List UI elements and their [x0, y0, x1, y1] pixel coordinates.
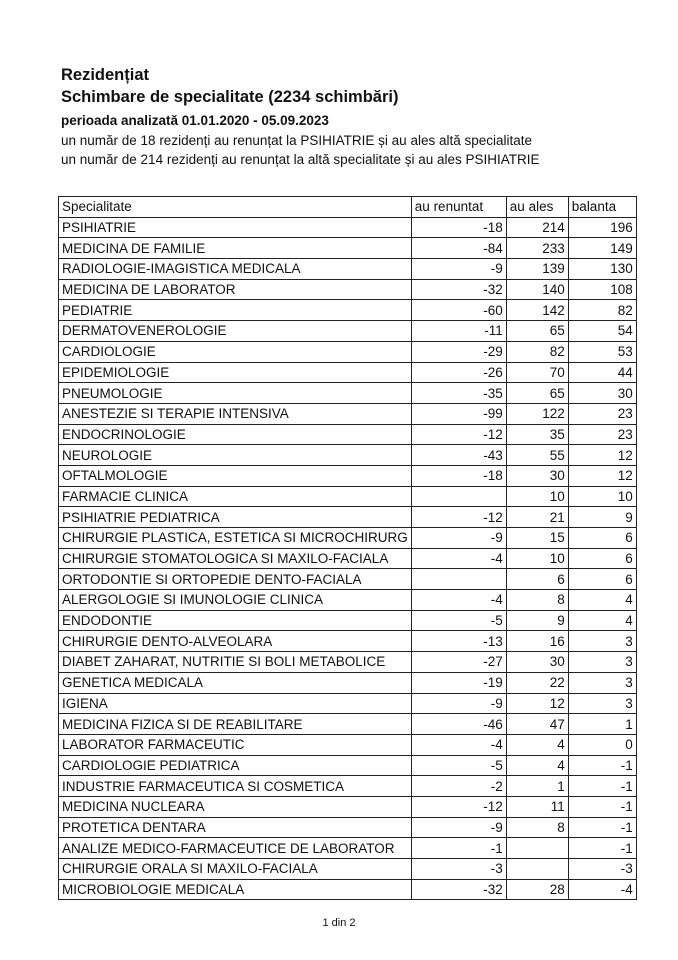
table-row — [59, 238, 637, 259]
cell-chosen: 139 — [506, 259, 568, 280]
table-row — [59, 838, 637, 859]
cell-chosen: 30 — [506, 465, 568, 486]
cell-renounced: -2 — [411, 776, 506, 797]
table-row — [59, 362, 637, 383]
cell-balance: 23 — [568, 403, 636, 424]
cell-renounced: -84 — [411, 238, 506, 259]
cell-balance: 54 — [568, 321, 636, 342]
table-row — [59, 403, 637, 424]
note-left-psychiatry: un număr de 18 rezidenți au renunțat la PSIHIATRIE și au ales altă specialitate — [61, 133, 533, 148]
cell-chosen: 8 — [506, 817, 568, 838]
table-row — [59, 279, 637, 300]
cell-balance: 3 — [568, 693, 636, 714]
cell-specialty: ENDOCRINOLOGIE — [59, 424, 412, 445]
cell-specialty: RADIOLOGIE-IMAGISTICA MEDICALA — [59, 259, 412, 280]
table-row — [59, 486, 637, 507]
cell-chosen: 22 — [506, 672, 568, 693]
cell-balance: 4 — [568, 590, 636, 611]
table-row — [59, 424, 637, 445]
cell-renounced: -43 — [411, 445, 506, 466]
table-row — [59, 548, 637, 569]
cell-balance: -3 — [568, 859, 636, 880]
cell-chosen: 6 — [506, 569, 568, 590]
cell-renounced: -5 — [411, 610, 506, 631]
cell-renounced: -29 — [411, 341, 506, 362]
table-row — [59, 259, 637, 280]
cell-renounced: -1 — [411, 838, 506, 859]
cell-balance: 12 — [568, 465, 636, 486]
cell-specialty: CHIRURGIE STOMATOLOGICA SI MAXILO-FACIALA — [59, 548, 412, 569]
cell-renounced: -9 — [411, 817, 506, 838]
column-header-specialty: Specialitate — [59, 197, 412, 218]
cell-balance: 30 — [568, 383, 636, 404]
cell-renounced: -13 — [411, 631, 506, 652]
cell-renounced: -19 — [411, 672, 506, 693]
cell-renounced — [411, 569, 506, 590]
cell-renounced: -11 — [411, 321, 506, 342]
cell-balance: 6 — [568, 569, 636, 590]
table-row — [59, 341, 637, 362]
cell-balance: 130 — [568, 259, 636, 280]
cell-renounced: -4 — [411, 590, 506, 611]
cell-balance: 82 — [568, 300, 636, 321]
cell-specialty: ANALIZE MEDICO-FARMACEUTICE DE LABORATOR — [59, 838, 412, 859]
cell-specialty: CARDIOLOGIE — [59, 341, 412, 362]
cell-balance: 44 — [568, 362, 636, 383]
cell-chosen: 65 — [506, 383, 568, 404]
cell-specialty: LABORATOR FARMACEUTIC — [59, 734, 412, 755]
cell-specialty: ENDODONTIE — [59, 610, 412, 631]
table-row — [59, 321, 637, 342]
cell-chosen: 233 — [506, 238, 568, 259]
cell-specialty: CHIRURGIE PLASTICA, ESTETICA SI MICROCHIRURG — [59, 528, 412, 549]
cell-chosen: 70 — [506, 362, 568, 383]
cell-specialty: DERMATOVENEROLOGIE — [59, 321, 412, 342]
table-row — [59, 879, 637, 900]
cell-balance: -4 — [568, 879, 636, 900]
cell-chosen: 30 — [506, 652, 568, 673]
table-row — [59, 755, 637, 776]
cell-chosen: 21 — [506, 507, 568, 528]
cell-balance: -1 — [568, 838, 636, 859]
table-row — [59, 631, 637, 652]
cell-chosen: 4 — [506, 755, 568, 776]
cell-specialty: PSIHIATRIE PEDIATRICA — [59, 507, 412, 528]
cell-renounced: -9 — [411, 528, 506, 549]
table-header-row — [59, 197, 637, 218]
cell-renounced: -12 — [411, 796, 506, 817]
cell-balance: 9 — [568, 507, 636, 528]
cell-renounced: -46 — [411, 714, 506, 735]
column-header-balance: balanta — [568, 197, 636, 218]
cell-balance: -1 — [568, 755, 636, 776]
cell-balance: -1 — [568, 796, 636, 817]
table-row — [59, 610, 637, 631]
cell-chosen — [506, 859, 568, 880]
cell-chosen: 9 — [506, 610, 568, 631]
cell-renounced: -9 — [411, 259, 506, 280]
table-row — [59, 569, 637, 590]
document-header — [61, 64, 540, 169]
cell-chosen: 140 — [506, 279, 568, 300]
table-row — [59, 590, 637, 611]
cell-balance: 53 — [568, 341, 636, 362]
cell-balance: -1 — [568, 817, 636, 838]
cell-specialty: GENETICA MEDICALA — [59, 672, 412, 693]
cell-renounced: -12 — [411, 507, 506, 528]
cell-specialty: FARMACIE CLINICA — [59, 486, 412, 507]
table-row — [59, 528, 637, 549]
cell-balance: 0 — [568, 734, 636, 755]
cell-balance: 12 — [568, 445, 636, 466]
cell-specialty: PROTETICA DENTARA — [59, 817, 412, 838]
cell-renounced: -12 — [411, 424, 506, 445]
column-header-renounced: au renuntat — [411, 197, 506, 218]
cell-chosen: 82 — [506, 341, 568, 362]
cell-specialty: IGIENA — [59, 693, 412, 714]
cell-balance: 6 — [568, 548, 636, 569]
cell-balance: 23 — [568, 424, 636, 445]
cell-chosen: 214 — [506, 217, 568, 238]
cell-balance: 108 — [568, 279, 636, 300]
cell-renounced: -9 — [411, 693, 506, 714]
cell-specialty: PEDIATRIE — [59, 300, 412, 321]
cell-renounced: -99 — [411, 403, 506, 424]
cell-specialty: DIABET ZAHARAT, NUTRITIE SI BOLI METABOLICE — [59, 652, 412, 673]
cell-renounced: -18 — [411, 465, 506, 486]
cell-balance: 149 — [568, 238, 636, 259]
table-row — [59, 445, 637, 466]
cell-specialty: CHIRURGIE DENTO-ALVEOLARA — [59, 631, 412, 652]
page-number: 1 din 2 — [322, 917, 356, 929]
table-row — [59, 507, 637, 528]
cell-chosen — [506, 838, 568, 859]
cell-renounced: -27 — [411, 652, 506, 673]
column-header-chosen: au ales — [506, 197, 568, 218]
specialty-change-table — [58, 196, 637, 900]
table-row — [59, 734, 637, 755]
cell-specialty: EPIDEMIOLOGIE — [59, 362, 412, 383]
cell-specialty: MICROBIOLOGIE MEDICALA — [59, 879, 412, 900]
cell-balance: 1 — [568, 714, 636, 735]
cell-specialty: ORTODONTIE SI ORTOPEDIE DENTO-FACIALA — [59, 569, 412, 590]
cell-chosen: 142 — [506, 300, 568, 321]
cell-balance: 196 — [568, 217, 636, 238]
cell-specialty: ALERGOLOGIE SI IMUNOLOGIE CLINICA — [59, 590, 412, 611]
cell-chosen: 11 — [506, 796, 568, 817]
cell-specialty: MEDICINA FIZICA SI DE REABILITARE — [59, 714, 412, 735]
cell-specialty: CARDIOLOGIE PEDIATRICA — [59, 755, 412, 776]
table-row — [59, 817, 637, 838]
cell-chosen: 4 — [506, 734, 568, 755]
cell-renounced: -32 — [411, 279, 506, 300]
table-row — [59, 796, 637, 817]
table-row — [59, 652, 637, 673]
cell-renounced: -4 — [411, 734, 506, 755]
table-row — [59, 714, 637, 735]
note-chose-psychiatry: un număr de 214 rezidenți au renunțat la altă specialitate și au ales PSIHIATRIE — [61, 152, 540, 167]
cell-renounced: -26 — [411, 362, 506, 383]
cell-balance: 4 — [568, 610, 636, 631]
cell-renounced: -4 — [411, 548, 506, 569]
table-row — [59, 300, 637, 321]
table-row — [59, 693, 637, 714]
cell-chosen: 8 — [506, 590, 568, 611]
cell-balance: 3 — [568, 631, 636, 652]
cell-chosen: 122 — [506, 403, 568, 424]
cell-chosen: 1 — [506, 776, 568, 797]
cell-chosen: 10 — [506, 548, 568, 569]
cell-chosen: 35 — [506, 424, 568, 445]
cell-chosen: 12 — [506, 693, 568, 714]
cell-renounced: -18 — [411, 217, 506, 238]
cell-balance: 3 — [568, 652, 636, 673]
table-row — [59, 859, 637, 880]
cell-chosen: 10 — [506, 486, 568, 507]
cell-renounced: -35 — [411, 383, 506, 404]
cell-balance: 10 — [568, 486, 636, 507]
table-row — [59, 776, 637, 797]
cell-balance: -1 — [568, 776, 636, 797]
document-subtitle: Schimbare de specialitate (2234 schimbări) — [61, 88, 399, 106]
cell-chosen: 15 — [506, 528, 568, 549]
cell-chosen: 55 — [506, 445, 568, 466]
cell-renounced — [411, 486, 506, 507]
cell-renounced: -3 — [411, 859, 506, 880]
table-row — [59, 672, 637, 693]
cell-specialty: ANESTEZIE SI TERAPIE INTENSIVA — [59, 403, 412, 424]
cell-renounced: -60 — [411, 300, 506, 321]
table-row — [59, 383, 637, 404]
table-row — [59, 465, 637, 486]
cell-chosen: 65 — [506, 321, 568, 342]
cell-specialty: MEDICINA NUCLEARA — [59, 796, 412, 817]
analysis-period: perioada analizată 01.01.2020 - 05.09.2023 — [61, 113, 329, 128]
cell-specialty: CHIRURGIE ORALA SI MAXILO-FACIALA — [59, 859, 412, 880]
cell-chosen: 28 — [506, 879, 568, 900]
cell-specialty: PSIHIATRIE — [59, 217, 412, 238]
cell-specialty: MEDICINA DE FAMILIE — [59, 238, 412, 259]
cell-specialty: NEUROLOGIE — [59, 445, 412, 466]
cell-renounced: -5 — [411, 755, 506, 776]
cell-specialty: OFTALMOLOGIE — [59, 465, 412, 486]
cell-balance: 3 — [568, 672, 636, 693]
table-row — [59, 217, 637, 238]
cell-specialty: INDUSTRIE FARMACEUTICA SI COSMETICA — [59, 776, 412, 797]
cell-specialty: PNEUMOLOGIE — [59, 383, 412, 404]
cell-specialty: MEDICINA DE LABORATOR — [59, 279, 412, 300]
document-title: Rezidențiat — [61, 66, 150, 84]
cell-renounced: -32 — [411, 879, 506, 900]
cell-balance: 6 — [568, 528, 636, 549]
cell-chosen: 47 — [506, 714, 568, 735]
cell-chosen: 16 — [506, 631, 568, 652]
